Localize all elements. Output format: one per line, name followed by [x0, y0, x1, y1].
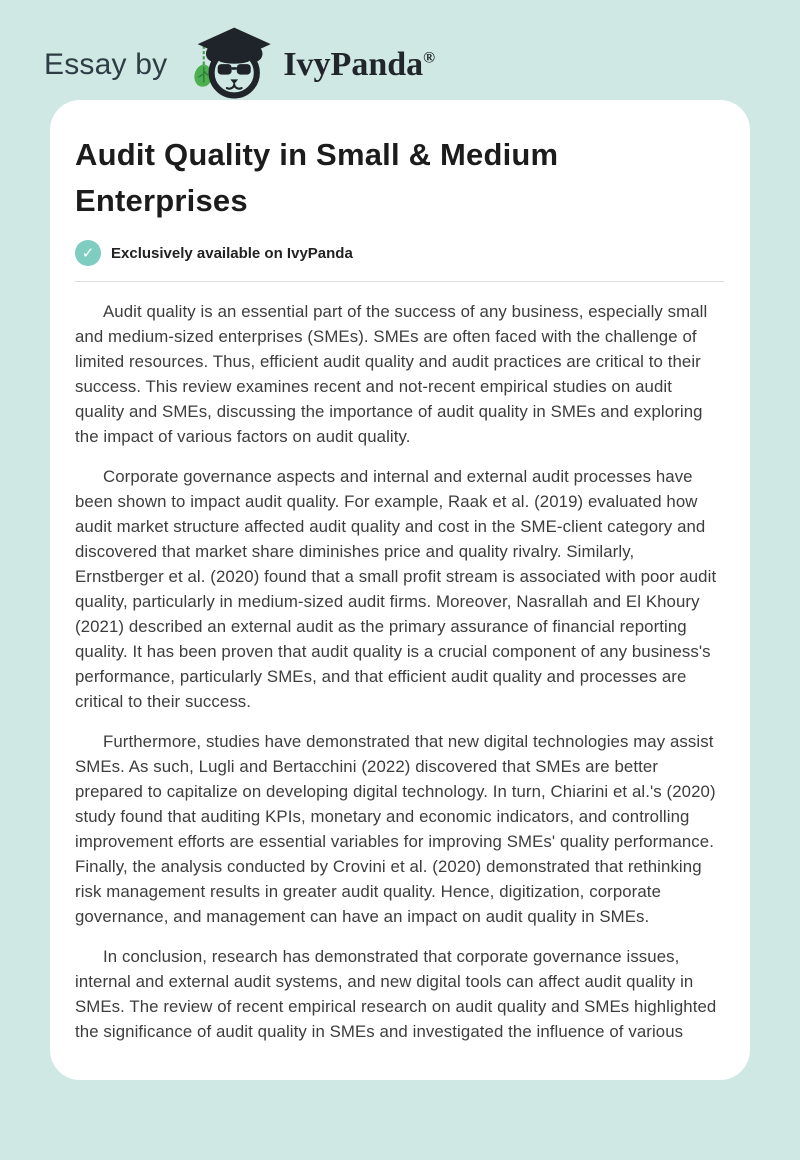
essay-paragraph-2: Corporate governance aspects and internal and external audit processes have been shown to impact audit quality. For example, Raak et al. (2019) evaluated how audit market structure affected audit quality and cost in the SME-client category and discovered that market share diminishes price and quality rivalry. Similarly, Ernstberger et al. (2020) found that a small profit stream is associated with poor audit quality, particularly in medium-sized audit firms. Moreover, Nasrallah and El Khoury (2021) described an external audit as the primary assurance of financial reporting quality. It has been proven that audit quality is a crucial component of any business's performance, particularly SMEs, and that efficient audit quality and processes are critical to their success. — [75, 467, 717, 711]
panda-graduate-icon — [185, 25, 273, 105]
brand-name — [283, 46, 435, 84]
brand-text: IvyPanda — [283, 46, 424, 83]
page-title: Audit Quality in Small & Medium Enterprises — [75, 137, 559, 218]
check-icon: ✓ — [75, 240, 101, 266]
article-card — [50, 100, 750, 1080]
essay-body — [75, 299, 724, 1044]
exclusive-badge-label: Exclusively available on IvyPanda — [111, 244, 353, 262]
essay-paragraph-4: In conclusion, research has demonstrated that corporate governance issues, internal and external audit systems, and new digital tools can affect audit quality in SMEs. The review of recent empirical research on audit quality and SMEs highlighted the significance of audit quality in SMEs and investigated the influence of various — [75, 947, 717, 1041]
essay-paragraph-1: Audit quality is an essential part of the success of any business, especially small and medium-sized enterprises (SMEs). SMEs are often faced with the challenge of limited resources. Thus, efficient audit quality and audit practices are critical to their success. This review examines recent and not-recent empirical studies on audit quality and SMEs, discussing the importance of audit quality in SMEs and exploring the impact of various factors on audit quality. — [75, 302, 708, 446]
site-header — [0, 0, 800, 100]
registered-mark: ® — [423, 49, 436, 67]
essay-paragraph-3: Furthermore, studies have demonstrated that new digital technologies may assist SMEs. As such, Lugli and Bertacchini (2022) discovered that SMEs are better prepared to capitalize on developing digital technology. In turn, Chiarini et al.'s (2020) study found that auditing KPIs, monetary and economic indicators, and controlling improvement efforts are essential variables for improving SMEs' quality performance. Finally, the analysis conducted by Crovini et al. (2020) demonstrated that rethinking risk management results in greater audit quality. Hence, digitization, corporate governance, and management can have an impact on audit quality in SMEs. — [75, 732, 716, 926]
essay-by-label: Essay by — [44, 48, 168, 81]
divider — [75, 281, 724, 282]
exclusive-badge — [75, 240, 724, 266]
